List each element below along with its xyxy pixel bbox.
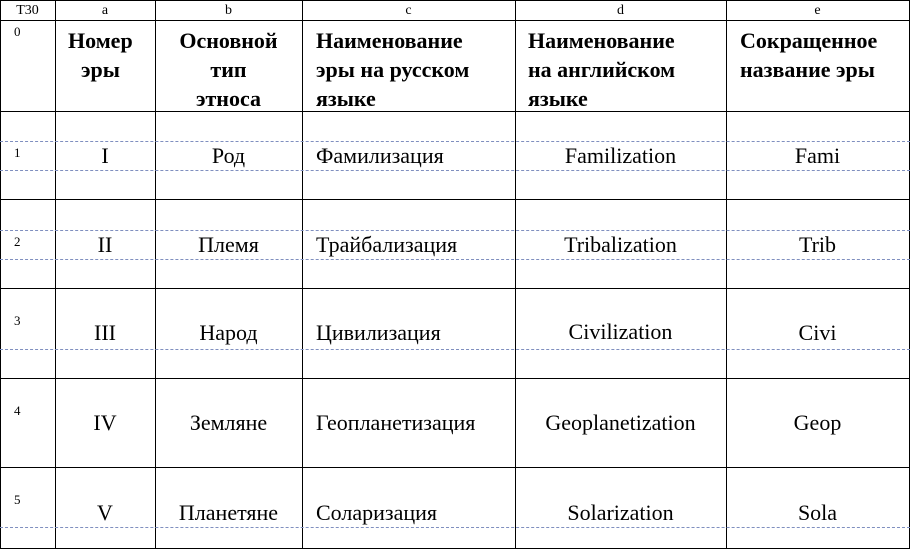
corner-label: T30: [16, 3, 39, 18]
header-line: Наименование: [316, 28, 463, 53]
header-russian-name: [316, 26, 469, 113]
era-number: I: [101, 143, 109, 168]
short-name: Trib: [798, 232, 837, 257]
column-letter-e: e: [814, 3, 821, 18]
grid-line: [0, 467, 910, 468]
header-english-name: [528, 26, 675, 113]
header-line: Номер: [68, 28, 133, 53]
column-letter-b: b: [225, 3, 232, 18]
ethnos-type: Род: [211, 143, 246, 168]
dashed-line: [0, 170, 910, 171]
russian-name: Трайбализация: [316, 232, 458, 257]
dashed-line: [0, 230, 910, 231]
column-letter-d: d: [617, 3, 624, 18]
header-line: Сокращенное: [740, 28, 878, 53]
english-name: Tribalization: [564, 232, 677, 257]
header-line: Основной: [179, 28, 278, 53]
header-line: этноса: [195, 86, 262, 111]
short-name: Sola: [797, 500, 838, 525]
grid-line: [0, 288, 910, 289]
grid-line: [0, 199, 910, 200]
grid-line: [0, 0, 910, 1]
header-line: эры на русском: [316, 57, 470, 82]
russian-name: Цивилизация: [316, 320, 441, 345]
english-name: Civilization: [568, 319, 673, 344]
row-number: 5: [14, 492, 21, 507]
ethnos-type: Народ: [199, 320, 258, 345]
era-number: III: [94, 320, 116, 345]
row-number: 4: [14, 403, 21, 418]
row-number: 2: [14, 234, 21, 249]
header-line: Наименование: [528, 28, 675, 53]
header-line: языке: [316, 86, 376, 111]
era-number: V: [97, 500, 113, 525]
dashed-line: [0, 349, 910, 350]
header-line: тип: [210, 57, 247, 82]
era-number: II: [97, 232, 113, 257]
row-number: 1: [14, 145, 21, 160]
english-name: Familization: [564, 143, 677, 168]
era-number: IV: [93, 410, 117, 435]
short-name: Fami: [794, 143, 841, 168]
header-era-number: [68, 26, 133, 84]
header-short-name: [740, 26, 877, 84]
dashed-line: [0, 527, 910, 528]
column-letter-c: c: [405, 3, 412, 18]
ethnos-type: Планетяне: [178, 500, 279, 525]
dashed-line: [0, 141, 910, 142]
russian-name: Фамилизация: [316, 143, 444, 168]
header-ethnos-type: [155, 26, 302, 113]
grid-line: [0, 20, 910, 21]
short-name: Geop: [793, 410, 842, 435]
russian-name: Геопланетизация: [316, 410, 476, 435]
header-line: языке: [528, 86, 588, 111]
english-name: Geoplanetization: [545, 410, 696, 435]
header-line: название эры: [740, 57, 875, 82]
header-line: эры: [81, 57, 120, 82]
russian-name: Соларизация: [316, 500, 438, 525]
ethnos-type: Земляне: [189, 410, 268, 435]
header-line: на английском: [528, 57, 676, 82]
row-number: 3: [14, 313, 21, 328]
dashed-line: [0, 259, 910, 260]
grid-line: [0, 378, 910, 379]
english-name: Solarization: [567, 500, 674, 525]
row-number: 0: [14, 24, 21, 39]
column-letter-a: a: [101, 3, 109, 18]
short-name: Civi: [798, 320, 837, 345]
ethnos-type: Племя: [198, 232, 259, 257]
